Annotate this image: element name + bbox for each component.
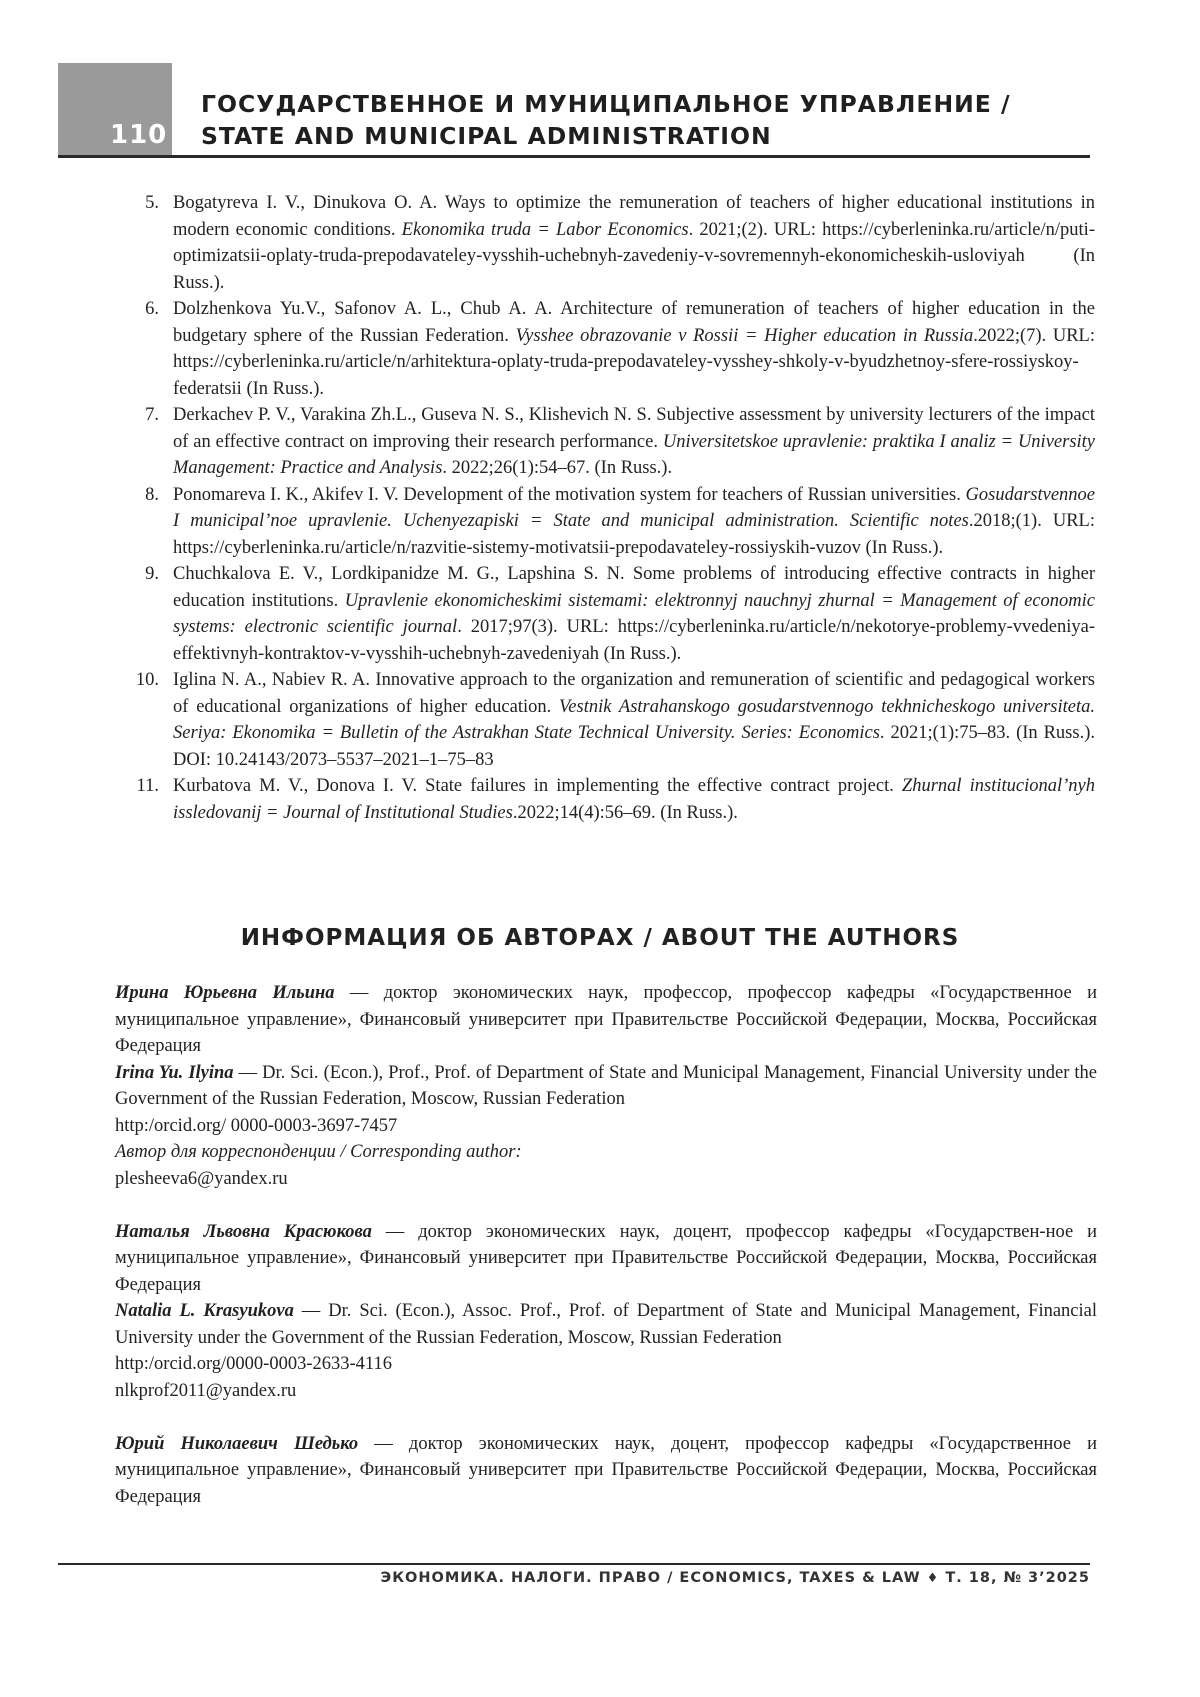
reference-details: . 2022;26(1):54–67. (In Russ.). <box>442 458 673 478</box>
author-email[interactable]: plesheeva6@yandex.ru <box>115 1168 288 1189</box>
author-desc-ru: — доктор экономических наук, доцент, профессор кафедры «Государствен-ное и муниципальное управление», Финансовый университет при Правительстве Российской Федерации, Москва, Российская Федерация <box>115 1221 1097 1295</box>
reference-text: Chuchkalova E. V., Lordkipanidze M. G., Lapshina S. N. Some problems of introducing effective contracts in higher education institutions. <box>173 564 1095 611</box>
section-header-en: STATE AND MUNICIPAL ADMINISTRATION <box>201 122 772 150</box>
reference-text: Bogatyreva I. V., Dinukova O. A. Ways to optimize the remuneration of teachers of higher educational institutions in modern economic conditions. <box>173 193 1095 240</box>
reference-text: Ponomareva I. K., Akifev I. V. Development of the motivation system for teachers of Russian universities. <box>173 484 966 505</box>
reference-item <box>125 296 1095 402</box>
reference-journal: Universitetskoe upravlenie: praktika I analiz = University Management: Practice and Analysis <box>173 431 1096 478</box>
author-desc-ru: — доктор экономических наук, доцент, профессор кафедры «Государственное и муниципальное управление», Финансовый университет при Правительстве Российской Федерации, Москва, Российская Федерация <box>115 1433 1098 1507</box>
author-block <box>115 1431 1097 1511</box>
corresponding-author-label: Автор для корреспонденции / Corresponding author: <box>115 1142 522 1162</box>
reference-details: .2018;(1). URL: https://cyberleninka.ru/article/n/razvitie-sistemy-motivatsii-prepodavateley-rossiyskih-vuzov (In Russ.). <box>173 511 1095 558</box>
reference-number: 8. <box>145 484 159 505</box>
reference-list <box>125 190 1095 826</box>
reference-item <box>125 190 1095 296</box>
author-orcid[interactable]: http:/orcid.org/0000-0003-2633-4116 <box>115 1354 392 1374</box>
reference-text: Dolzhenkova Yu.V., Safonov A. L., Chub A. A. Architecture of remuneration of teachers of higher education in the budgetary sphere of the Russian Federation. <box>173 299 1095 346</box>
author-desc-en: — Dr. Sci. (Econ.), Assoc. Prof., Prof. of Department of State and Municipal Management, Financial University under the Government of the Russian Federation, Moscow, Russian Federation <box>115 1301 1098 1348</box>
reference-journal: Vysshee obrazovanie v Rossii = Higher education in Russia <box>515 325 974 346</box>
footer-issue: Т. 18, № 3’2025 <box>945 1570 1090 1586</box>
reference-number: 9. <box>145 564 159 584</box>
author-orcid[interactable]: http:/orcid.org/ 0000-0003-3697-7457 <box>115 1115 398 1136</box>
reference-journal: Zhurnal institucional’nyh issledovanij = Journal of Institutional Studies <box>173 776 1096 823</box>
footer-journal: ЭКОНОМИКА. НАЛОГИ. ПРАВО / ECONOMICS, TAXES & LAW <box>380 1570 921 1586</box>
reference-journal: Ekonomika truda = Labor Economics <box>401 219 689 240</box>
reference-details: .2022;14(4):56–69. (In Russ.). <box>512 802 738 823</box>
reference-item <box>125 561 1095 667</box>
reference-number: 6. <box>145 299 159 319</box>
reference-text: Kurbatova M. V., Donova I. V. State failures in implementing the effective contract project. <box>173 776 902 796</box>
reference-item <box>125 402 1095 482</box>
author-block <box>115 1219 1097 1405</box>
reference-item <box>125 773 1095 826</box>
author-block <box>115 980 1097 1192</box>
reference-item <box>125 482 1095 562</box>
author-ru <box>115 1219 1097 1299</box>
section-header-ru: ГОСУДАРСТВЕННОЕ И МУНИЦИПАЛЬНОЕ УПРАВЛЕНИЕ / <box>201 90 1011 118</box>
author-desc-ru: — доктор экономических наук, профессор, профессор кафедры «Государственное и муниципальное управление», Финансовый университет при Правительстве Российской Федерации, Москва, Российская Федерация <box>115 983 1097 1056</box>
section-header <box>201 88 1011 152</box>
reference-item <box>125 667 1095 773</box>
journal-footer <box>381 1570 1090 1586</box>
diamond-icon: ♦ <box>926 1571 940 1586</box>
authors-section-title: ИНФОРМАЦИЯ ОБ АВТОРАХ / ABOUT THE AUTHORS <box>240 925 960 951</box>
reference-number: 10. <box>135 670 159 690</box>
reference-details: . 2017;97(3). URL: https://cyberleninka.ru/article/n/nekotorye-problemy-vvedeniya-effektivnyh-kontraktov-v-vysshih-uchebnyh-zavedeniyah (In Russ.). <box>173 617 1095 664</box>
author-name-en: Natalia L. Krasyukova <box>115 1301 294 1321</box>
reference-journal: Vestnik Astrahanskogo gosudarstvennogo tekhnicheskogo universiteta. Seriya: Ekonomika = Bulletin of the Astrakhan State Technical University. Series: Economics <box>173 696 1095 743</box>
author-name-en: Irina Yu. Ilyina <box>115 1062 234 1083</box>
reference-number: 7. <box>145 405 159 425</box>
author-en <box>115 1060 1097 1113</box>
reference-number: 5. <box>145 193 159 213</box>
footer-divider <box>58 1563 1090 1565</box>
reference-details: . 2021;(1):75–83. (In Russ.). DOI: 10.24143/2073–5537–2021–1–75–83 <box>173 723 1095 770</box>
reference-journal: Upravlenie ekonomicheskimi sistemami: elektronnyj nauchnyj zhurnal = Management of economic systems: electronic scientific journal <box>173 590 1096 637</box>
author-email[interactable]: nlkprof2011@yandex.ru <box>115 1380 297 1401</box>
author-name-ru: Ирина Юрьевна Ильина <box>115 983 335 1003</box>
author-en <box>115 1298 1097 1351</box>
page-number: 110 <box>110 120 168 150</box>
author-ru <box>115 980 1097 1060</box>
reference-text: Derkachev P. V., Varakina Zh.L., Guseva N. S., Klishevich N. S. Subjective assessment by university lecturers of the impact of an effective contract on improving their research performance. <box>173 405 1095 452</box>
authors-list <box>115 980 1097 1537</box>
reference-details: . 2021;(2). URL: https://cyberleninka.ru/article/n/puti-optimizatsii-oplaty-truda-prepodavateley-vysshih-uchebnyh-zavedeniy-v-sovremennyh-ekonomicheskih-usloviyah (In Russ.). <box>173 219 1095 293</box>
author-name-ru: Юрий Николаевич Шедько <box>115 1433 359 1454</box>
reference-details: .2022;(7). URL: https://cyberleninka.ru/article/n/arhitektura-oplaty-truda-prepodavateley-vysshey-shkoly-v-byudzhetnoy-sfere-rossiyskoy-federatsii (In Russ.). <box>173 325 1095 399</box>
author-name-ru: Наталья Львовна Красюкова <box>115 1221 372 1242</box>
header-divider <box>58 155 1090 158</box>
reference-number: 11. <box>136 776 159 796</box>
reference-journal: Gosudarstvennoe I municipal’noe upravlenie. Uchenyezapiski = State and municipal administration. Scientific notes <box>173 484 1095 531</box>
author-desc-en: — Dr. Sci. (Econ.), Prof., Prof. of Department of State and Municipal Management, Financial University under the Government of the Russian Federation, Moscow, Russian Federation <box>115 1062 1097 1109</box>
reference-text: Iglina N. A., Nabiev R. A. Innovative approach to the organization and remuneration of scientific and pedagogical workers of educational organizations of higher education. <box>173 670 1095 717</box>
author-ru <box>115 1431 1097 1511</box>
